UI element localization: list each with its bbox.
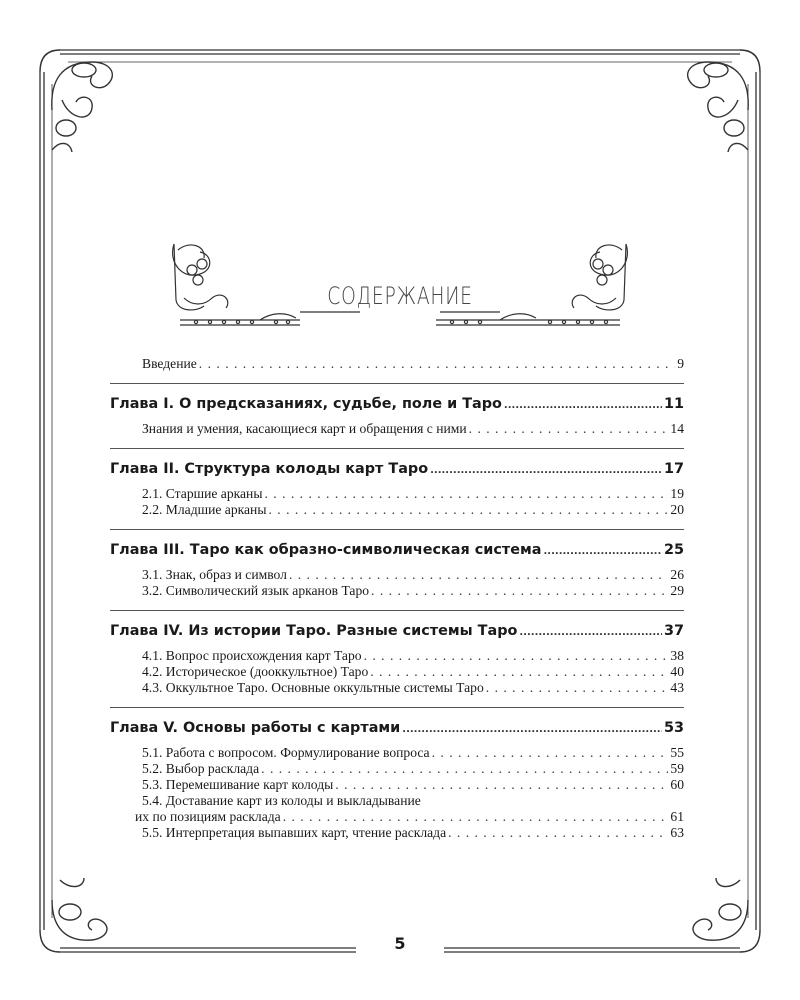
divider (110, 529, 684, 530)
toc-entry-title: 5.3. Перемешивание карт колоды (142, 777, 334, 792)
dot-leader (486, 680, 669, 696)
dot-leader (283, 809, 669, 825)
toc-intro[interactable] (110, 356, 684, 372)
chapter-page: 11 (663, 396, 684, 412)
toc-section[interactable] (110, 583, 684, 599)
dot-leader (448, 825, 668, 841)
toc-chapter-3[interactable] (110, 542, 684, 558)
chapter-title: Глава III. Таро как образно-символическая система (110, 542, 542, 558)
toc-entry-title: 5.1. Работа с вопросом. Формулирование вопроса (142, 745, 430, 760)
chapter-title: Глава IV. Из истории Таро. Разные системы Таро (110, 623, 518, 639)
toc-entry-title: Введение (142, 356, 197, 371)
chapter-page: 17 (663, 461, 684, 477)
toc-entry-title: 5.5. Интерпретация выпавших карт, чтение расклада (142, 825, 447, 840)
table-of-contents (110, 356, 684, 841)
toc-entry-title: 4.3. Оккультное Таро. Основные оккультные системы Таро (142, 680, 484, 695)
toc-entry-title: 3.2. Символический язык арканов Таро (142, 583, 370, 598)
chapter-title: Глава II. Структура колоды карт Таро (110, 461, 429, 477)
dot-leader (364, 648, 669, 664)
dot-leader (261, 761, 668, 777)
toc-entry-page: 59 (670, 761, 684, 776)
toc-entry-title: 5.4. Доставание карт из колоды и выкладывание (142, 793, 421, 808)
chapter-title: Глава V. Основы работы с картами (110, 720, 401, 736)
dot-leader (335, 777, 668, 793)
chapter-title: Глава I. О предсказаниях, судьбе, поле и Таро (110, 396, 502, 412)
chapter-page: 37 (663, 623, 684, 639)
toc-entry-page: 38 (670, 648, 684, 663)
divider (110, 383, 684, 384)
dot-leader (519, 627, 662, 638)
toc-section[interactable] (110, 421, 684, 437)
toc-entry-page: 60 (670, 777, 684, 792)
toc-section[interactable] (110, 680, 684, 696)
toc-section[interactable] (110, 648, 684, 664)
dot-leader (402, 724, 662, 735)
toc-entry-title: их по позициям расклада (135, 809, 281, 824)
toc-entry-page: 9 (677, 356, 684, 371)
dot-leader (430, 465, 662, 476)
toc-chapter-1[interactable] (110, 396, 684, 412)
chapter-page: 53 (663, 720, 684, 736)
toc-entry-page: 55 (670, 745, 684, 760)
toc-chapter-2[interactable] (110, 461, 684, 477)
divider (110, 707, 684, 708)
toc-entry-title: 2.2. Младшие арканы (142, 502, 267, 517)
toc-entry-page: 19 (670, 486, 684, 501)
toc-section[interactable] (110, 761, 684, 777)
dot-leader (504, 400, 662, 411)
toc-entry-title: Знания и умения, касающиеся карт и обращения с ними (142, 421, 467, 436)
divider (110, 448, 684, 449)
toc-section[interactable] (110, 486, 684, 502)
toc-entry-page: 29 (670, 583, 684, 598)
chapter-page: 25 (663, 542, 684, 558)
toc-entry-title: 2.1. Старшие арканы (142, 486, 263, 501)
toc-entry-page: 20 (670, 502, 684, 517)
toc-section-line1[interactable] (110, 793, 684, 809)
dot-leader (469, 421, 669, 437)
dot-leader (370, 664, 668, 680)
toc-section[interactable] (110, 567, 684, 583)
dot-leader (268, 502, 668, 518)
toc-section[interactable] (110, 502, 684, 518)
toc-entry-page: 14 (670, 421, 684, 436)
page-title: СОДЕРЖАНИЕ (327, 282, 473, 310)
toc-section[interactable] (110, 777, 684, 793)
toc-entry-title: 4.1. Вопрос происхождения карт Таро (142, 648, 362, 663)
toc-section[interactable] (110, 825, 684, 841)
toc-section[interactable] (110, 745, 684, 761)
toc-entry-page: 61 (670, 809, 684, 824)
dot-leader (432, 745, 669, 761)
dot-leader (289, 567, 668, 583)
toc-chapter-4[interactable] (110, 623, 684, 639)
toc-section-line2[interactable] (110, 809, 684, 825)
corner-ornament-top-left (40, 50, 112, 152)
toc-entry-page: 40 (670, 664, 684, 679)
toc-entry-page: 63 (670, 825, 684, 840)
corner-ornament-top-right (688, 50, 760, 152)
toc-entry-title: 3.1. Знак, образ и символ (142, 567, 287, 582)
toc-chapter-5[interactable] (110, 720, 684, 736)
toc-entry-title: 4.2. Историческое (дооккультное) Таро (142, 664, 369, 679)
toc-section[interactable] (110, 664, 684, 680)
dot-leader (544, 546, 662, 557)
divider (110, 610, 684, 611)
toc-entry-page: 26 (670, 567, 684, 582)
toc-entry-title: 5.2. Выбор расклада (142, 761, 260, 776)
dot-leader (199, 356, 675, 372)
dot-leader (264, 486, 668, 502)
dot-leader (371, 583, 668, 599)
page-number: 5 (394, 934, 406, 953)
toc-entry-page: 43 (670, 680, 684, 695)
